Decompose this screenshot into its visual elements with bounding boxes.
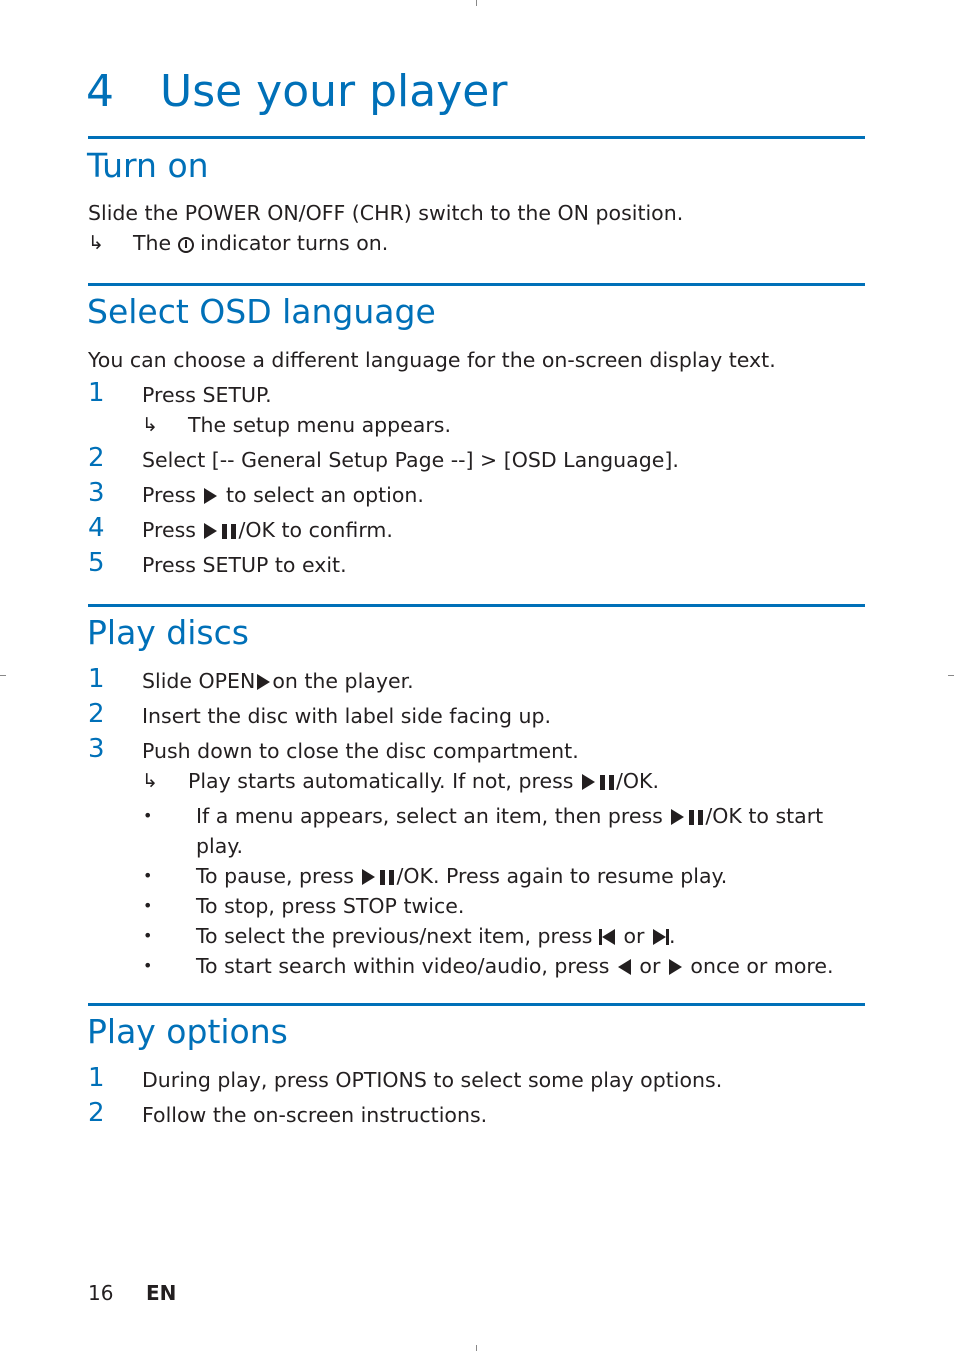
discs-step-1 bbox=[88, 666, 868, 696]
osd-intro: You can choose a different language for the on-screen display text. bbox=[88, 348, 776, 372]
discs-bullet-menu bbox=[88, 801, 868, 831]
text: If a menu appears, select an item, then press bbox=[196, 804, 670, 828]
text: indicator turns on. bbox=[193, 231, 389, 255]
discs-bullet-stop bbox=[88, 891, 868, 921]
text: During play, press bbox=[142, 1068, 336, 1092]
crop-mark bbox=[476, 1345, 477, 1351]
play-options-content bbox=[88, 1065, 868, 1130]
section-rule bbox=[88, 1003, 865, 1006]
pause-icon bbox=[380, 870, 394, 885]
crop-mark bbox=[948, 675, 954, 676]
open-key-label: OPEN bbox=[198, 669, 256, 693]
text: Press bbox=[142, 383, 203, 407]
text: play. bbox=[196, 834, 243, 858]
page-footer bbox=[88, 1280, 176, 1306]
text: . bbox=[265, 383, 272, 407]
step-number: 2 bbox=[88, 699, 105, 729]
osd-step-3 bbox=[88, 480, 868, 510]
section-rule bbox=[88, 136, 865, 139]
play-icon bbox=[204, 488, 217, 504]
step-number: 4 bbox=[88, 513, 105, 543]
crop-mark bbox=[476, 0, 477, 6]
result-arrow-icon: ↳ bbox=[142, 414, 158, 436]
bullet-icon: • bbox=[143, 926, 153, 945]
text: Press bbox=[142, 553, 203, 577]
text: . bbox=[669, 924, 676, 948]
open-icon bbox=[257, 674, 270, 690]
play-icon bbox=[362, 869, 375, 885]
bullet-icon: • bbox=[143, 806, 153, 825]
forward-icon bbox=[669, 959, 682, 975]
discs-bullet-search bbox=[88, 951, 868, 981]
section-rule bbox=[88, 604, 865, 607]
text: To pause, press bbox=[196, 864, 361, 888]
options-key-label: OPTIONS bbox=[335, 1068, 427, 1092]
result-arrow-icon: ↳ bbox=[88, 232, 104, 254]
discs-step-3-result bbox=[88, 766, 868, 796]
pause-icon bbox=[600, 775, 614, 790]
text: To stop, press bbox=[196, 894, 343, 918]
turn-on-instruction bbox=[88, 198, 868, 228]
play-icon bbox=[582, 774, 595, 790]
text: switch to the bbox=[411, 201, 558, 225]
text: The setup menu appears. bbox=[188, 413, 451, 437]
result-arrow-icon: ↳ bbox=[142, 770, 158, 792]
setup-key-label: SETUP bbox=[202, 553, 269, 577]
text: to exit. bbox=[268, 553, 347, 577]
play-icon bbox=[671, 809, 684, 825]
step-number: 3 bbox=[88, 734, 105, 764]
power-icon bbox=[178, 237, 194, 253]
language-code: EN bbox=[146, 1281, 177, 1305]
text: to select an option. bbox=[219, 483, 424, 507]
menu-item-label: [OSD Language] bbox=[503, 448, 673, 472]
text: to select some play options. bbox=[426, 1068, 723, 1092]
bullet-icon: • bbox=[143, 866, 153, 885]
step-number: 1 bbox=[88, 664, 105, 694]
text: . bbox=[652, 769, 659, 793]
options-step-2 bbox=[88, 1100, 868, 1130]
page-number: 16 bbox=[88, 1281, 114, 1305]
text: . Press again to resume play. bbox=[432, 864, 728, 888]
section-title-play-discs: Play discs bbox=[87, 613, 249, 652]
play-icon bbox=[204, 523, 217, 539]
ok-key-label: /OK bbox=[615, 769, 653, 793]
osd-step-5 bbox=[88, 550, 868, 580]
step-number: 2 bbox=[88, 443, 105, 473]
discs-bullet-pause bbox=[88, 861, 868, 891]
text: Slide the bbox=[88, 201, 185, 225]
text: Insert the disc with label side facing up. bbox=[142, 704, 552, 728]
ok-key-label: /OK bbox=[238, 518, 275, 542]
text: position. bbox=[589, 201, 684, 225]
crop-mark bbox=[0, 675, 6, 676]
text: Press bbox=[142, 483, 203, 507]
menu-item-label: [-- General Setup Page --] bbox=[211, 448, 474, 472]
step-number: 3 bbox=[88, 478, 105, 508]
pause-icon bbox=[222, 524, 236, 539]
text: > bbox=[473, 448, 504, 472]
play-discs-content bbox=[88, 666, 868, 981]
ok-key-label: /OK bbox=[705, 804, 742, 828]
text: To select the previous/next item, press bbox=[196, 924, 599, 948]
step-number: 2 bbox=[88, 1098, 105, 1128]
text: Play starts automatically. If not, press bbox=[188, 769, 580, 793]
text: once or more. bbox=[683, 954, 834, 978]
osd-step-4 bbox=[88, 515, 868, 545]
text: The bbox=[133, 231, 178, 255]
stop-key-label: STOP bbox=[342, 894, 397, 918]
text: to start bbox=[741, 804, 824, 828]
discs-step-2 bbox=[88, 701, 868, 731]
text: Press bbox=[142, 518, 203, 542]
pause-icon bbox=[689, 810, 703, 825]
text: or bbox=[632, 954, 667, 978]
step-number: 5 bbox=[88, 548, 105, 578]
section-title-osd: Select OSD language bbox=[87, 292, 436, 331]
osd-content bbox=[88, 345, 868, 580]
on-position-label: ON bbox=[557, 201, 589, 225]
osd-step-1-result bbox=[88, 410, 868, 440]
bullet-icon: • bbox=[143, 896, 153, 915]
section-title-play-options: Play options bbox=[87, 1012, 288, 1051]
osd-step-2 bbox=[88, 445, 868, 475]
section-rule bbox=[88, 283, 865, 286]
rewind-icon bbox=[618, 959, 631, 975]
step-number: 1 bbox=[88, 378, 105, 408]
step-number: 1 bbox=[88, 1063, 105, 1093]
text: Select bbox=[142, 448, 212, 472]
text: . bbox=[672, 448, 679, 472]
chapter-title: Use your player bbox=[160, 66, 508, 117]
setup-key-label: SETUP bbox=[202, 383, 266, 407]
options-step-1 bbox=[88, 1065, 868, 1095]
power-switch-label: POWER ON/OFF (CHR) bbox=[184, 201, 412, 225]
text: Follow the on-screen instructions. bbox=[142, 1103, 488, 1127]
text: twice. bbox=[396, 894, 465, 918]
turn-on-result bbox=[88, 228, 868, 258]
discs-bullet-menu-cont bbox=[88, 831, 868, 861]
text: Slide bbox=[142, 669, 199, 693]
turn-on-content bbox=[88, 198, 868, 258]
discs-bullet-prev-next bbox=[88, 921, 868, 951]
bullet-icon: • bbox=[143, 956, 153, 975]
next-icon bbox=[651, 924, 669, 948]
osd-step-1 bbox=[88, 380, 868, 410]
section-title-turn-on: Turn on bbox=[87, 146, 209, 185]
text: or bbox=[617, 924, 652, 948]
text: To start search within video/audio, press bbox=[196, 954, 616, 978]
text: Push down to close the disc compartment. bbox=[142, 739, 579, 763]
text: on the player. bbox=[272, 669, 414, 693]
previous-icon bbox=[599, 924, 617, 948]
chapter-heading bbox=[86, 62, 507, 122]
chapter-number: 4 bbox=[86, 66, 114, 117]
discs-step-3 bbox=[88, 736, 868, 766]
ok-key-label: /OK bbox=[396, 864, 433, 888]
text: to confirm. bbox=[274, 518, 393, 542]
